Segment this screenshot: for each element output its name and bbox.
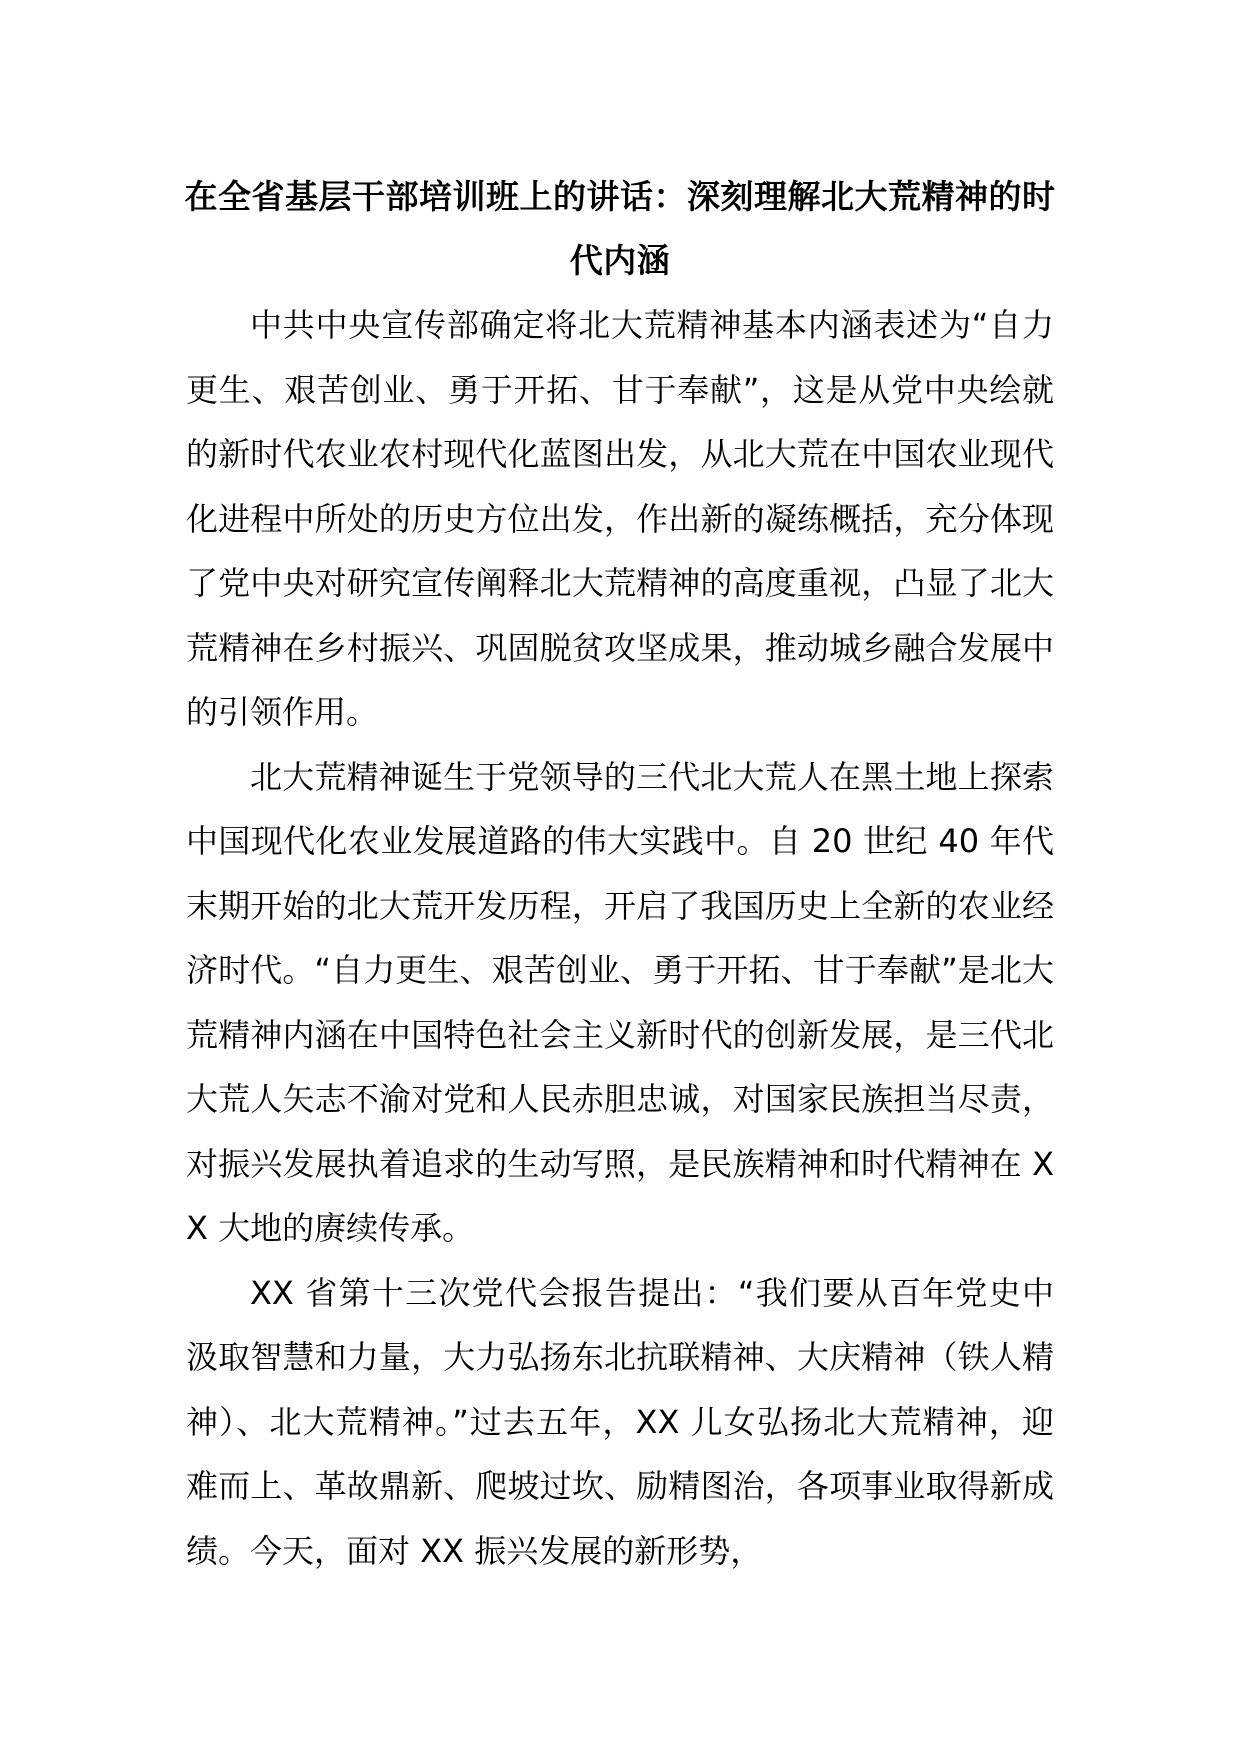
paragraph-3: XX 省第十三次党代会报告提出：“我们要从百年党史中汲取智慧和力量，大力弘扬东北抗联精神、大庆精神（铁人精神）、北大荒精神。”过去五年，XX 儿女弘扬北大荒精神，迎难而上、革故鼎新、爬坡过坎、励精图治，各项事业取得新成绩。今天，面对 XX 振兴发展的新形势， bbox=[186, 1273, 1054, 1570]
document-title: 在全省基层干部培训班上的讲话：深刻理解北大荒精神的时代内涵 bbox=[184, 177, 1056, 280]
paragraph-2: 北大荒精神诞生于党领导的三代北大荒人在黑土地上探索中国现代化农业发展道路的伟大实践中。自 20 世纪 40 年代末期开始的北大荒开发历程，开启了我国历史上全新的农业经济时代。“自力更生、艰苦创业、勇于开拓、甘于奉献”是北大荒精神内涵在中国特色社会主义新时代的创新发展，是三代北大荒人矢志不渝对党和人民赤胆忠诚，对国家民族担当尽责，对振兴发展执着追求的生动写照，是民族精神和时代精神在 XX 大地的赓续传承。 bbox=[186, 757, 1054, 1247]
document-body bbox=[186, 293, 1054, 1583]
paragraph-1: 中共中央宣传部确定将北大荒精神基本内涵表述为“自力更生、艰苦创业、勇于开拓、甘于奉献”，这是从党中央绘就的新时代农业农村现代化蓝图出发，从北大荒在中国农业现代化进程中所处的历史方位出发，作出新的凝练概括，充分体现了党中央对研究宣传阐释北大荒精神的高度重视，凸显了北大荒精神在乡村振兴、巩固脱贫攻坚成果，推动城乡融合发展中的引领作用。 bbox=[186, 306, 1054, 731]
